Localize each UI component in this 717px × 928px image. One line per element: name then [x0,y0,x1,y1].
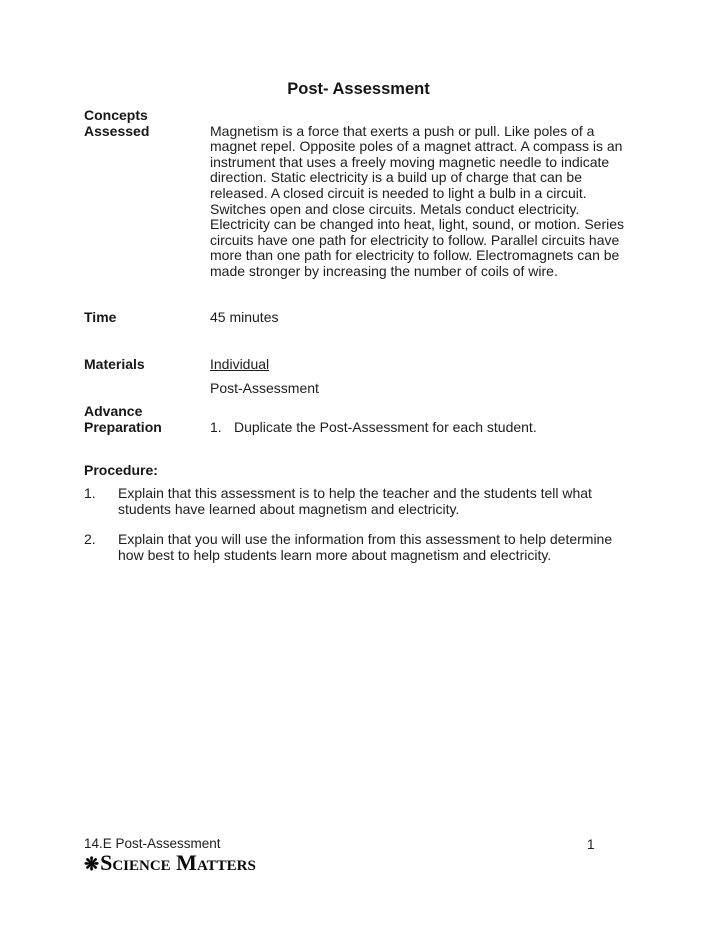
time-label: Time [84,308,117,325]
procedure-heading: Procedure: [84,461,158,478]
advance-preparation-step [210,420,633,436]
section-concepts-assessed [84,108,633,280]
document-content [84,80,633,563]
section-time [84,310,633,326]
concepts-label-line2: Assessed [84,122,150,139]
time-value: 45 minutes [210,308,279,325]
advance-label-line2: Preparation [84,418,162,435]
concepts-assessed-label [84,108,210,139]
materials-group-heading: Individual [210,356,270,373]
concepts-label-line1: Concepts [84,107,148,123]
section-advance-preparation [84,404,633,435]
page-title: Post- Assessment [287,80,430,98]
advance-label-line1: Advance [84,403,143,420]
procedure-step-2-number: 2. [84,531,96,548]
page-footer [84,836,633,875]
procedure-step-1-text: Explain that this assessment is to help the teacher and the students tell what students have learned about magnetism and electricity. [118,485,592,517]
advance-step-number: 1. [210,418,222,435]
procedure-step-1-number: 1. [84,485,96,502]
flower-asterisk-icon: ❋ [84,854,100,874]
advance-preparation-label [84,404,210,435]
logo-text: Science Matters [100,850,256,875]
science-matters-logo [84,852,633,875]
materials-item: Post-Assessment [210,379,319,396]
materials-label: Materials [84,356,145,373]
footer-doc-id: 14.E Post-Assessment [84,836,221,851]
footer-page-number: 1 [587,837,595,852]
procedure-step-1 [84,486,633,517]
section-materials [84,357,633,396]
procedure-step-2-text: Explain that you will use the information from this assessment to help determine how best to help students learn more about magnetism and electricity. [118,531,613,563]
advance-step-text: Duplicate the Post-Assessment for each student. [234,418,537,435]
procedure-step-2 [84,532,633,563]
concepts-assessed-text: Magnetism is a force that exerts a push or pull. Like poles of a magnet repel. Opposite poles of a magnet attract. A compass is an instrument that uses a freely moving magnetic needle to indicate direction. Static electricity is a build up of charge that can be released. A closed circuit is needed to light a bulb in a circuit. Switches open and close circuits. Metals conduct electricity. Electricity can be changed into heat, light, sound, or motion. Series circuits have one path for electricity to follow. Parallel circuits have more than one path for electricity to follow. Electromagnets can be made stronger by increasing the number of coils of wire. [210,122,625,279]
